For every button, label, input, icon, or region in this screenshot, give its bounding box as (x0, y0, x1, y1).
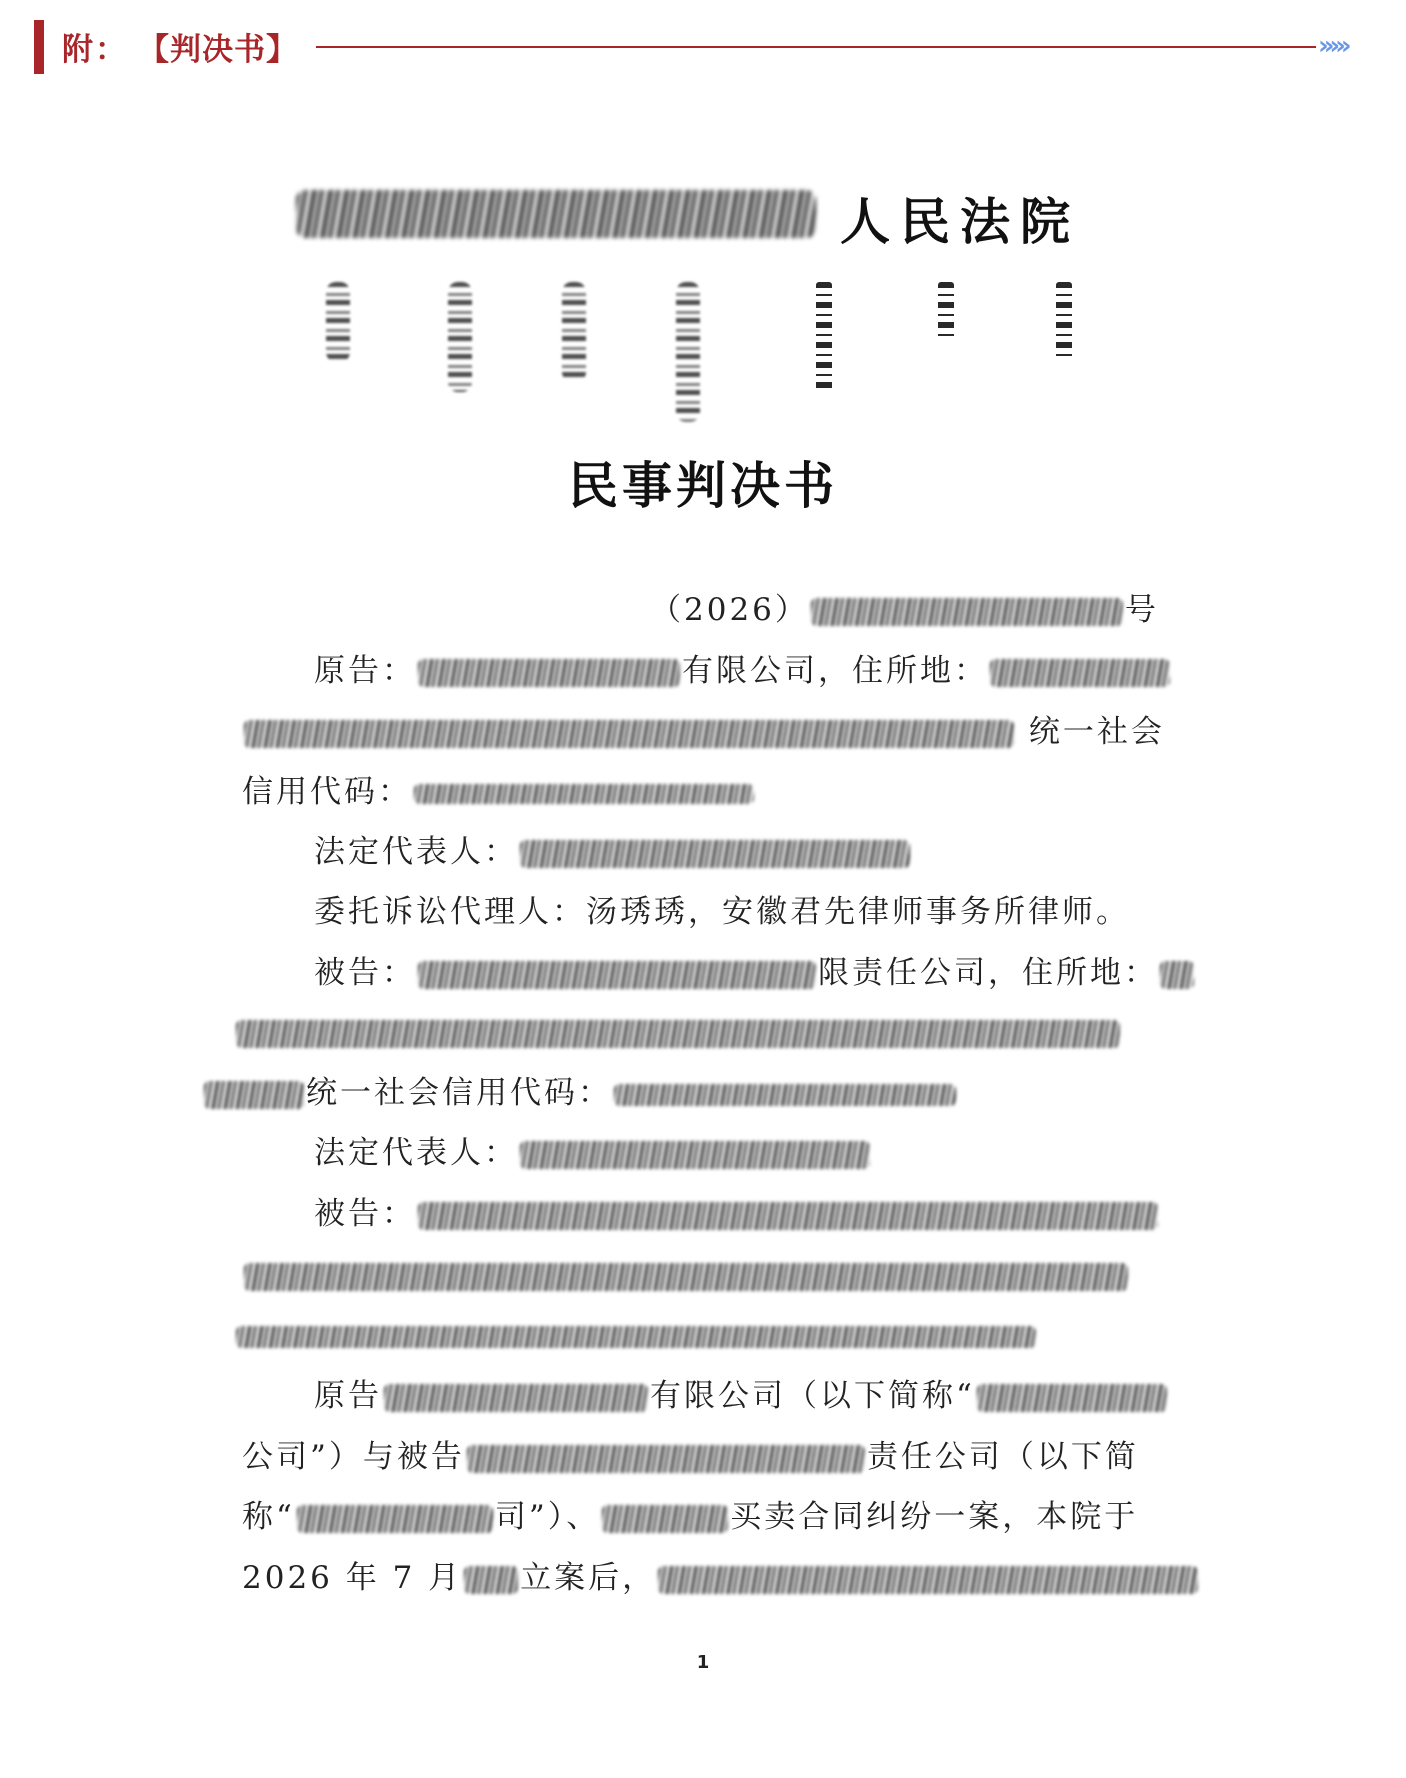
plaintiff-address-line (242, 712, 1165, 752)
redacted-text (244, 1263, 1128, 1291)
redacted-text (990, 659, 1170, 687)
narrative-text: 司”）、 (494, 1499, 601, 1535)
narrative-text: 原告 (314, 1378, 382, 1414)
redacted-text (236, 1020, 1120, 1048)
mongolian-script-column (676, 282, 700, 422)
header-divider-line (316, 46, 1316, 48)
defendant-2-address-line (242, 1255, 1130, 1295)
defendant-1-representative-line (314, 1133, 872, 1173)
narrative-line-1 (314, 1376, 1169, 1416)
page-number: 1 (696, 1652, 710, 1673)
redacted-text (418, 961, 816, 989)
narrative-line-4 (242, 1558, 1200, 1598)
case-number-prefix: （2026） (650, 592, 809, 628)
plaintiff-company-type: 有限公司，住所地： (682, 653, 988, 689)
case-number (650, 590, 1159, 630)
header-accent-bar (34, 20, 44, 74)
chevron-right-icon: ››››› (1318, 31, 1347, 61)
mongolian-script-column (938, 282, 954, 342)
redacted-text (520, 1141, 870, 1169)
redacted-text (1160, 961, 1194, 989)
narrative-date: 2026 年 7 月 (242, 1560, 463, 1596)
credit-code-label-start: 统一社会 (1028, 714, 1165, 750)
mongolian-script-column (562, 282, 586, 382)
redacted-text (414, 784, 754, 804)
case-number-suffix: 号 (1124, 592, 1159, 628)
redacted-text (658, 1566, 1198, 1594)
plaintiff-line (314, 651, 1172, 691)
defendant-1-line (314, 953, 1196, 993)
defendant-label: 被告： (314, 1196, 416, 1232)
credit-code-label: 统一社会信用代码： (306, 1075, 612, 1111)
defendant-label: 被告： (314, 955, 416, 991)
document-title: 民事判决书 (568, 456, 838, 515)
court-name-suffix: 人民法院 (840, 192, 1080, 251)
narrative-text: 有限公司（以下简称“ (650, 1378, 975, 1414)
redacted-text (614, 1084, 956, 1106)
redacted-text (467, 1445, 865, 1473)
legal-representative-label: 法定代表人： (314, 834, 518, 870)
defendant-1-address-line (234, 1012, 1122, 1052)
mongolian-script-column (326, 282, 350, 362)
redacted-text (236, 1326, 1036, 1348)
mongolian-script-column (1056, 282, 1072, 362)
redacted-text (418, 659, 680, 687)
legal-representative-label: 法定代表人： (314, 1135, 518, 1171)
defendant-2-line (314, 1194, 1160, 1234)
defendant-2-extra-line (234, 1315, 1038, 1355)
plaintiff-credit-code-line (242, 772, 756, 812)
redacted-text (811, 598, 1123, 626)
mongolian-script-column (816, 282, 832, 392)
defendant-1-company-type: 限责任公司，住所地： (818, 955, 1158, 991)
redacted-text (297, 1505, 493, 1533)
mongolian-script-column (448, 282, 472, 392)
narrative-text: 称“ (242, 1499, 295, 1535)
narrative-text: 责任公司（以下简 (866, 1439, 1139, 1475)
redacted-text (464, 1566, 518, 1594)
attachment-doc-name: 【判决书】 (138, 32, 298, 68)
attachment-label: 附： (62, 32, 128, 68)
redacted-text (384, 1384, 648, 1412)
plaintiff-representative-line (314, 832, 912, 872)
redacted-text (977, 1384, 1167, 1412)
redacted-text (418, 1202, 1158, 1230)
redacted-text (244, 720, 1014, 748)
redacted-text (602, 1505, 728, 1533)
credit-code-label: 信用代码： (242, 774, 412, 810)
narrative-line-3 (242, 1497, 1138, 1537)
narrative-text: 买卖合同纠纷一案，本院于 (730, 1499, 1139, 1535)
agent-line: 委托诉讼代理人：汤琇琇，安徽君先律师事务所律师。 (314, 894, 1130, 930)
narrative-line-2 (242, 1437, 1139, 1477)
defendant-1-credit-code-line (202, 1073, 958, 1113)
plaintiff-label: 原告： (314, 653, 416, 689)
narrative-text: 公司”）与被告 (242, 1439, 465, 1475)
redacted-court-name (296, 190, 816, 238)
narrative-text: 立案后， (520, 1560, 657, 1596)
redacted-text (204, 1081, 304, 1109)
redacted-text (520, 840, 910, 868)
